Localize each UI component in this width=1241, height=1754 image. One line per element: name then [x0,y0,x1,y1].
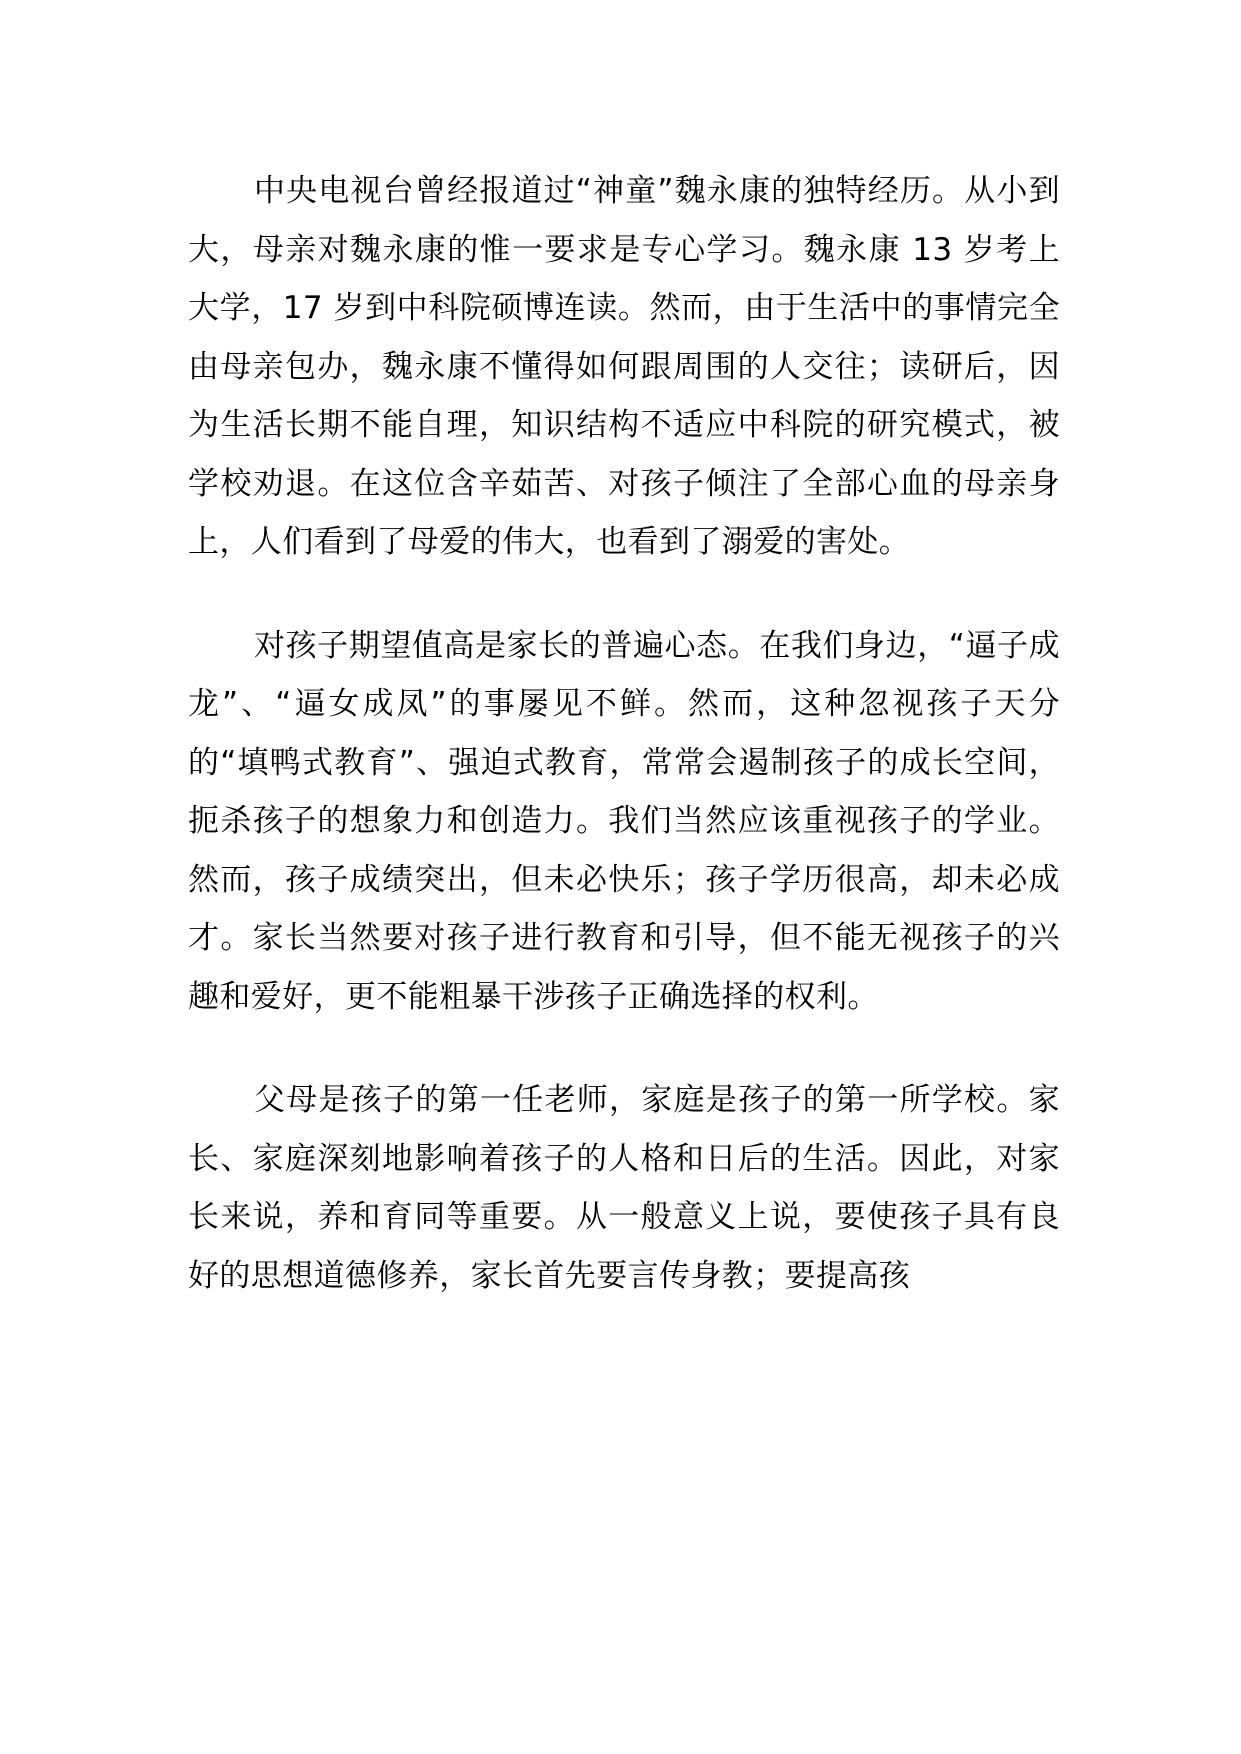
paragraph-2: 对孩子期望值高是家长的普遍心态。在我们身边，“逼子成龙”、“逼女成凤”的事屡见不鲜。然而，这种忽视孩子天分的“填鸭式教育”、强迫式教育，常常会遏制孩子的成长空间，扼杀孩子的想象力和创造力。我们当然应该重视孩子的学业。然而，孩子成绩突出，但未必快乐；孩子学历很高，却未必成才。家长当然要对孩子进行教育和引导，但不能无视孩子的兴趣和爱好，更不能粗暴干涉孩子正确选择的权利。 [188,627,1060,1015]
paragraph-3: 父母是孩子的第一任老师，家庭是孩子的第一所学校。家长、家庭深刻地影响着孩子的人格和日后的生活。因此，对家长来说，养和育同等重要。从一般意义上说，要使孩子具有良好的思想道德修养，家长首先要言传身教；要提高孩 [188,1082,1060,1294]
paragraph-1: 中央电视台曾经报道过“神童”魏永康的独特经历。从小到大，母亲对魏永康的惟一要求是专心学习。魏永康 13 岁考上大学，17 岁到中科院硕博连读。然而，由于生活中的事情完全由母亲包办，魏永康不懂得如何跟周围的人交往；读研后，因为生活长期不能自理，知识结构不适应中科院的研究模式，被学校劝退。在这位含辛茹苦、对孩子倾注了全部心血的母亲身上，人们看到了母爱的伟大，也看到了溺爱的害处。 [188,173,1060,560]
document-body [188,162,1060,1305]
